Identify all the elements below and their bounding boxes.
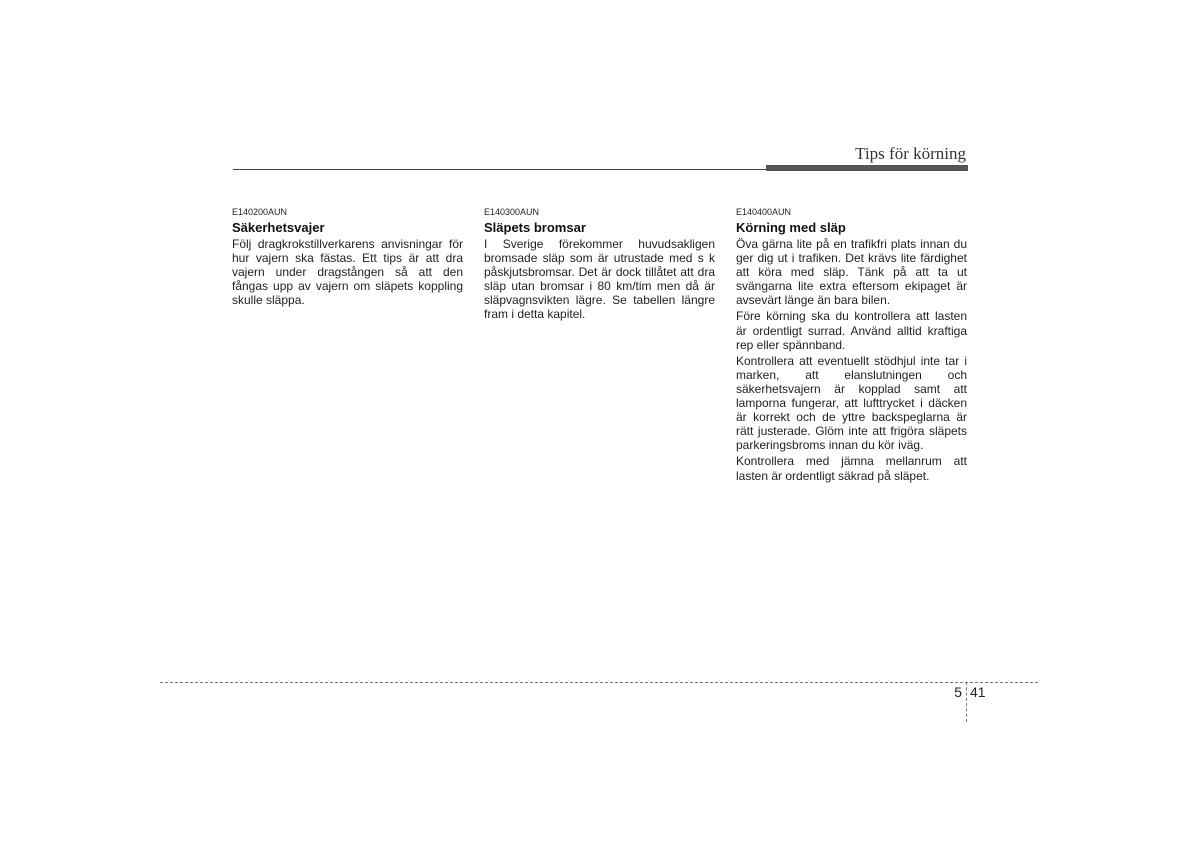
section-heading: Körning med släp xyxy=(736,220,846,235)
section-code: E140200AUN xyxy=(232,207,288,217)
header-accent-bar xyxy=(766,165,968,171)
chapter-number: 5 xyxy=(954,684,962,700)
page-number: 41 xyxy=(970,684,986,700)
section-paragraph: Följ dragkrokstillverkarens anvisningar för hur vajern ska fästas. Ett tips är att dra vajern under dragstången så att den fångas upp av vajern om släpets koppling skulle släppa. xyxy=(232,237,463,308)
footer-page-separator xyxy=(966,682,967,722)
footer-divider xyxy=(160,682,1038,683)
chapter-title: Tips för körning xyxy=(855,144,966,163)
section-heading: Säkerhetsvajer xyxy=(232,220,325,235)
section-paragraph: Kontrollera att eventuellt stödhjul inte tar i marken, att elanslutningen och säkerhetsvajern är kopplad samt att lamporna fungerar, att lufttrycket i däcken är korrekt och de yttre backspeglarna är rätt justerade. Glöm inte att frigöra släpets parkeringsbroms innan du kör iväg. xyxy=(736,353,967,453)
section-driving-with-trailer xyxy=(736,207,967,485)
section-paragraph: Kontrollera med jämna mellanrum att lasten är ordentligt säkrad på släpet. xyxy=(736,454,967,483)
section-heading: Släpets bromsar xyxy=(484,220,586,235)
section-paragraph: Före körning ska du kontrollera att lasten är ordentligt surrad. Använd alltid kraftiga rep eller spännband. xyxy=(736,309,967,352)
section-paragraph: Öva gärna lite på en trafikfri plats innan du ger dig ut i trafiken. Det krävs lite färdighet att köra med släp. Tänk på att ta ut svängarna lite extra eftersom ekipaget är avsevärt länge än bara bilen. xyxy=(736,237,967,308)
section-safety-cable xyxy=(232,207,463,309)
section-paragraph: I Sverige förekommer huvudsakligen bromsade släp som är utrustade med s k påskjutsbromsar. Det är dock tillåtet att dra släp utan bromsar i 80 km/tim men då är släpvagnsvikten lägre. Se tabellen längre fram i detta kapitel. xyxy=(484,237,715,322)
section-code: E140300AUN xyxy=(484,207,540,217)
section-code: E140400AUN xyxy=(736,207,792,217)
section-trailer-brakes xyxy=(484,207,715,324)
